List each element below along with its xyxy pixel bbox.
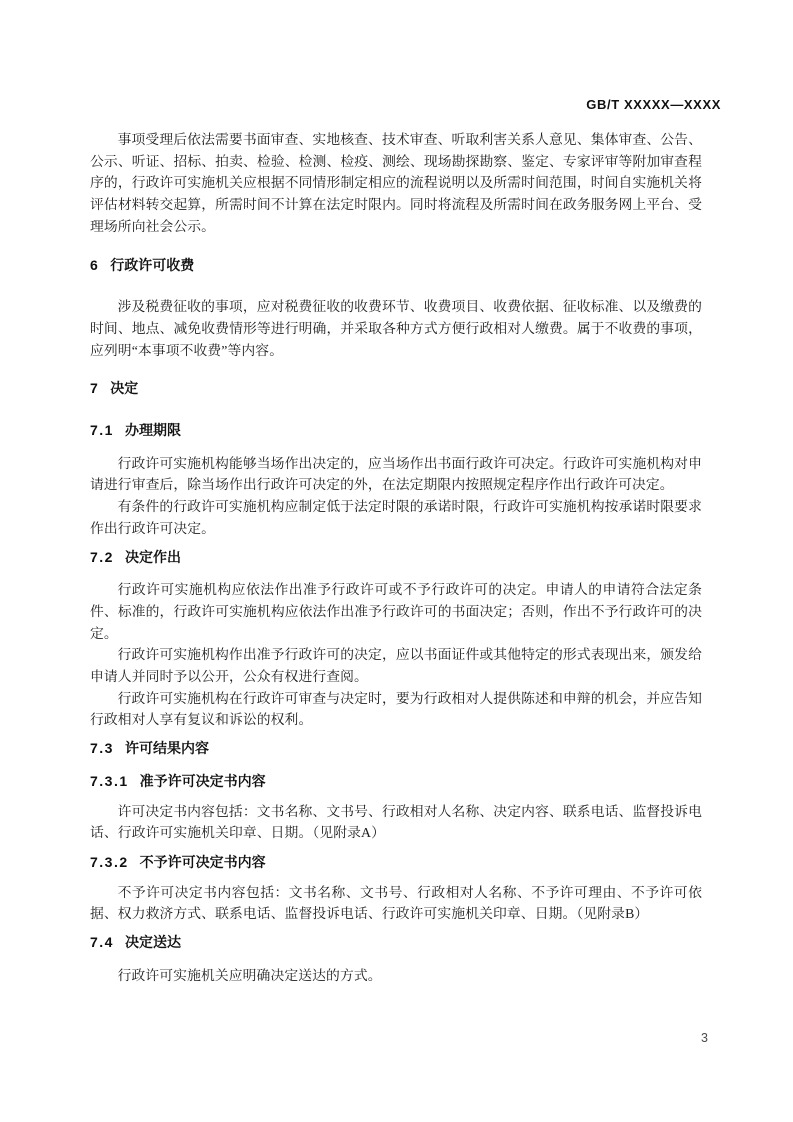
clause-7-3-1-number: 7.3.1 (90, 772, 129, 789)
clause-7-1-paragraph: 有条件的行政许可实施机构应制定低于法定时限的承诺时限，行政许可实施机构按承诺时限要求作出行政许可决定。 (90, 499, 702, 536)
clause-7-3-2-heading (90, 852, 702, 874)
clause-7-4-title: 决定送达 (124, 934, 181, 951)
clause-7-title: 决定 (110, 380, 139, 397)
intro-paragraph: 事项受理后依法需要书面审查、实地核查、技术审查、听取利害关系人意见、集体审查、公告、公示、听证、招标、拍卖、检验、检测、检疫、测绘、现场勘探勘察、鉴定、专家评审等附加审查程序的，行政许可实施机关应根据不同情形制定相应的流程说明以及所需时间范围，时间自实施机关将评估材料转交起算，所需时间不计算在法定时限内。同时将流程及所需时间在政务服务网上平台、受理场所向社会公示。 (90, 132, 702, 234)
clause-7-4-heading (90, 932, 702, 954)
clause-7-1-title: 办理期限 (124, 422, 181, 439)
clause-7-2-paragraph: 行政许可实施机构在行政许可审查与决定时，要为行政相对人提供陈述和申辩的机会，并应告知行政相对人享有复议和诉讼的权利。 (90, 690, 702, 728)
clause-7-3-2-paragraph: 不予许可决定书内容包括：文书名称、文书号、行政相对人名称、不予许可理由、不予许可依据、权力救济方式、联系电话、监督投诉电话、行政许可实施机关印章、日期。（见附录B） (90, 884, 702, 922)
standard-number-header: GB/T XXXXX—XXXX (586, 97, 721, 112)
clause-7-2-title: 决定作出 (124, 548, 181, 565)
clause-7-3-number: 7.3 (90, 740, 114, 757)
clause-7-2-paragraph: 行政许可实施机构应依法作出准予行政许可或不予行政许可的决定。申请人的申请符合法定条件、标准的，行政许可实施机构应依法作出准予行政许可的书面决定；否则，作出不予行政许可的决定。 (90, 582, 702, 641)
clause-7-heading (90, 378, 702, 400)
clause-7-2-number: 7.2 (90, 548, 114, 565)
clause-6-paragraph: 涉及税费征收的事项，应对税费征收的收费环节、收费项目、收费依据、征收标准、以及缴费的时间、地点、减免收费情形等进行明确，并采取各种方式方便行政相对人缴费。属于不收费的事项，应列明“本事项不收费”等内容。 (90, 299, 702, 358)
clause-7-3-1-heading (90, 771, 702, 793)
clause-6-heading (90, 255, 702, 277)
clause-7-1-heading (90, 420, 702, 442)
clause-7-3-heading (90, 738, 702, 760)
clause-7-3-1-title: 准予许可决定书内容 (139, 772, 266, 789)
clause-6-number: 6 (90, 256, 100, 273)
clause-7-3-2-title: 不予许可决定书内容 (139, 853, 266, 870)
page-number: 3 (701, 1031, 708, 1045)
clause-6-title: 行政许可收费 (110, 256, 195, 273)
document-body (90, 129, 702, 987)
clause-7-4-paragraph: 行政许可实施机关应明确决定送达的方式。 (117, 967, 382, 983)
clause-7-4-number: 7.4 (90, 934, 114, 951)
clause-7-3-1-paragraph: 许可决定书内容包括：文书名称、文书号、行政相对人名称、决定内容、联系电话、监督投诉电话、行政许可实施机关印章、日期。（见附录A） (90, 803, 702, 841)
clause-7-1-paragraph: 行政许可实施机构能够当场作出决定的，应当场作出书面行政许可决定。行政许可实施机构对申请进行审查后，除当场作出行政许可决定的外，在法定期限内按照规定程序作出行政许可决定。 (90, 455, 702, 493)
clause-7-number: 7 (90, 380, 100, 397)
clause-7-3-2-number: 7.3.2 (90, 853, 129, 870)
clause-7-3-title: 许可结果内容 (124, 740, 209, 757)
clause-7-2-heading (90, 547, 702, 569)
clause-7-1-number: 7.1 (90, 422, 114, 439)
clause-7-2-paragraph: 行政许可实施机构作出准予行政许可的决定，应以书面证件或其他特定的形式表现出来，颁发给申请人并同时予以公开，公众有权进行查阅。 (90, 647, 702, 685)
